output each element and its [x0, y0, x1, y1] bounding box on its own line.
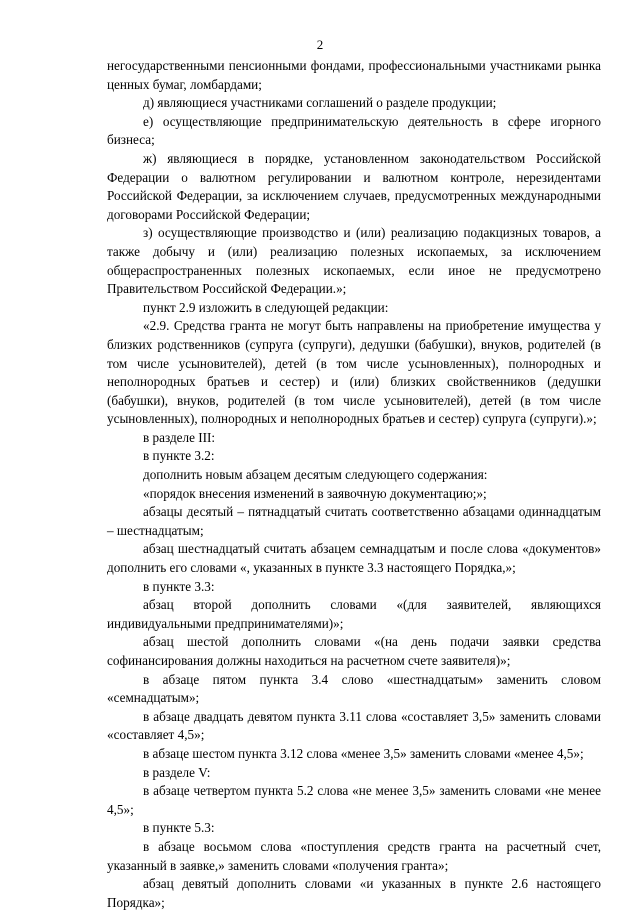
paragraph: негосударственными пенсионными фондами, профессиональными участниками рынка ценных бумаг, ломбардами;: [107, 58, 601, 92]
paragraph: в пункте 3.2:: [143, 448, 215, 464]
paragraph: абзац шестой дополнить словами «(на день подачи заявки средства софинансирования должны находиться на расчетном счете заявителя)»;: [107, 634, 601, 668]
paragraph: в абзаце четвертом пункта 5.2 слова «не менее 3,5» заменить словами «не менее 4,5»;: [107, 783, 601, 817]
paragraph: е) осуществляющие предпринимательскую деятельность в сфере игорного бизнеса;: [107, 113, 601, 148]
paragraph: в абзаце шестом пункта 3.12 слова «менее 3,5» заменить словами «менее 4,5»;: [143, 745, 584, 761]
paragraph: абзац второй дополнить словами «(для заявителей, являющихся индивидуальными предпринимателями)»;: [107, 597, 601, 631]
paragraph: в разделе III:: [143, 429, 216, 445]
paragraph: в абзаце восьмом слова «поступления средств гранта на расчетный счет, указанный в заявке,» заменить словами «получения гранта»;: [107, 838, 601, 873]
document-body: [107, 57, 601, 912]
paragraph: пункт 2.9 изложить в следующей редакции:: [143, 299, 389, 315]
paragraph: «порядок внесения изменений в заявочную документацию;»;: [143, 485, 487, 501]
paragraph: з) осуществляющие производство и (или) реализацию подакцизных товаров, а также добычу и (или) реализацию полезных ископаемых, за исключением общераспространенных полезных ископаемых, если иное не предусмотрено Правительством Российской Федерации.»;: [107, 225, 601, 297]
paragraph: в пункте 5.3:: [143, 820, 215, 836]
paragraph: ж) являющиеся в порядке, установленном законодательством Российской Федерации о валютном регулировании и валютном контроле, нерезидентами Российской Федерации, за исключением случаев, предусмотренных международными договорами Российской Федерации;: [107, 150, 601, 222]
paragraph: в абзаце пятом пункта 3.4 слово «шестнадцатым» заменить словом «семнадцатым»;: [107, 671, 601, 706]
paragraph: в разделе V:: [143, 764, 211, 780]
paragraph: д) являющиеся участниками соглашений о разделе продукции;: [143, 95, 497, 111]
page-number: 2: [316, 37, 324, 52]
paragraph: в абзаце двадцать девятом пункта 3.11 слова «составляет 3,5» заменить словами «составляет 4,5»;: [107, 708, 601, 743]
paragraph: абзац шестнадцатый считать абзацем семнадцатым и после слова «документов» дополнить его словами «, указанных в пункте 3.3 настоящего Порядка,»;: [107, 541, 601, 576]
paragraph: в пункте 3.3:: [143, 578, 215, 594]
paragraph: абзацы десятый – пятнадцатый считать соответственно абзацами одиннадцатым – шестнадцатым;: [107, 504, 601, 538]
paragraph: «2.9. Средства гранта не могут быть направлены на приобретение имущества у близких родственников (супруга (супруги), дедушки (бабушки), внуков, родителей (в том числе усыновителей), детей (в том числе усыновленных), полнородных и неполнородных братьев и сестер) и (или) близких свойственников (дедушки (бабушки), внуков, родителей (в том числе усыновителей), детей (в том числе усыновленных), полнородных и неполнородных братьев и сестер) супруга (супруги).»;: [107, 318, 601, 427]
paragraph: дополнить новым абзацем десятым следующего содержания:: [143, 467, 488, 483]
paragraph: абзац девятый дополнить словами «и указанных в пункте 2.6 настоящего Порядка»;: [107, 876, 601, 910]
